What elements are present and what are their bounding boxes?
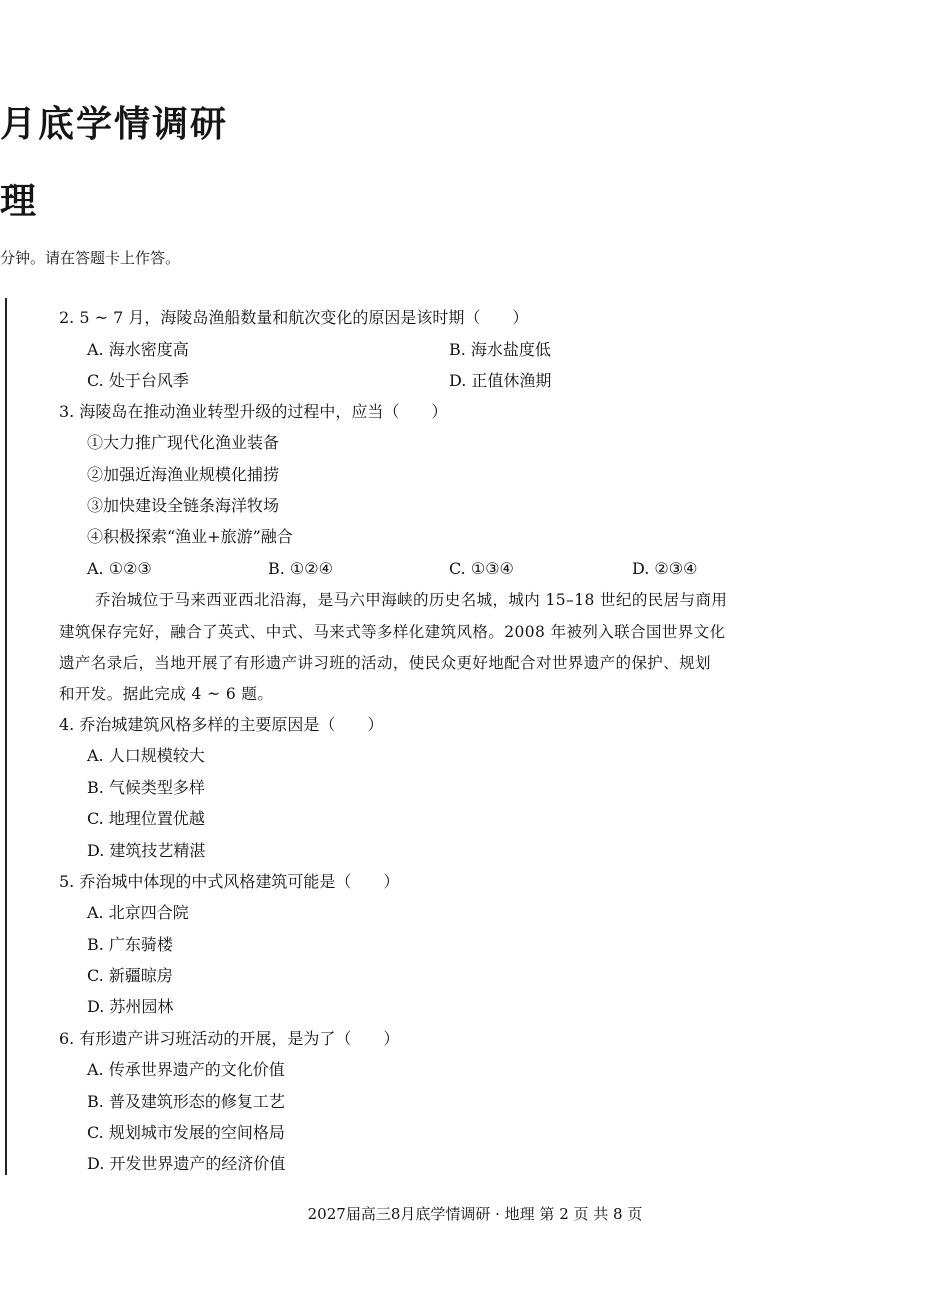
question-3-option-c: C. ①③④ [449, 559, 514, 578]
question-4-option-a: A. 人口规模较大 [87, 746, 205, 765]
question-2-option-c: C. 处于台风季 [87, 371, 189, 390]
passage-line-2: 建筑保存完好，融合了英式、中式、马来式等多样化建筑风格。2008 年被列入联合国世界文化 [59, 623, 726, 641]
question-5-stem: 5. 乔治城中体现的中式风格建筑可能是（ ） [59, 872, 400, 891]
question-3-item-4: ④积极探索“渔业+旅游”融合 [87, 527, 293, 546]
question-4-option-d: D. 建筑技艺精湛 [87, 841, 206, 860]
question-6-option-a: A. 传承世界遗产的文化价值 [87, 1060, 285, 1079]
question-6-option-c: C. 规划城市发展的空间格局 [87, 1123, 285, 1142]
question-2-option-a: A. 海水密度高 [87, 340, 189, 359]
question-6-option-b: B. 普及建筑形态的修复工艺 [87, 1092, 285, 1111]
passage-line-1: 乔治城位于马来西亚西北沿海，是马六甲海峡的历史名城，城内 15–18 世纪的民居与商用 [95, 591, 728, 609]
exam-title: 月底学情调研 [0, 103, 229, 145]
subject-title: 理 [0, 180, 37, 222]
question-3-option-a: A. ①②③ [87, 559, 152, 578]
question-5-option-d: D. 苏州园林 [87, 997, 174, 1016]
question-3-option-d: D. ②③④ [632, 559, 698, 578]
question-5-option-c: C. 新疆晾房 [87, 966, 173, 985]
page-footer: 2027届高三8月底学情调研 · 地理 第 2 页 共 8 页 [307, 1205, 643, 1223]
question-4-option-b: B. 气候类型多样 [87, 778, 205, 797]
question-3-item-2: ②加强近海渔业规模化捕捞 [87, 465, 280, 484]
question-3-item-3: ③加快建设全链条海洋牧场 [87, 496, 280, 515]
passage-line-4: 和开发。据此完成 4 ~ 6 题。 [59, 685, 274, 703]
question-6-option-d: D. 开发世界遗产的经济价值 [87, 1154, 286, 1173]
question-5-option-b: B. 广东骑楼 [87, 935, 173, 954]
passage-line-3: 遗产名录后，当地开展了有形遗产讲习班的活动，使民众更好地配合对世界遗产的保护、规划 [59, 654, 711, 672]
question-2-option-d: D. 正值休渔期 [449, 371, 552, 390]
question-5-option-a: A. 北京四合院 [87, 903, 189, 922]
question-2-stem: 2. 5 ~ 7 月，海陵岛渔船数量和航次变化的原因是该时期（ ） [59, 308, 529, 327]
binding-margin-line [5, 298, 7, 1175]
question-4-option-c: C. 地理位置优越 [87, 809, 205, 828]
question-3-stem: 3. 海陵岛在推动渔业转型升级的过程中，应当（ ） [59, 402, 448, 421]
question-4-stem: 4. 乔治城建筑风格多样的主要原因是（ ） [59, 715, 384, 734]
question-3-item-1: ①大力推广现代化渔业装备 [87, 433, 280, 452]
exam-instruction: 分钟。请在答题卡上作答。 [0, 249, 181, 267]
question-2-option-b: B. 海水盐度低 [449, 340, 551, 359]
question-6-stem: 6. 有形遗产讲习班活动的开展，是为了（ ） [59, 1029, 400, 1048]
question-3-option-b: B. ①②④ [268, 559, 333, 578]
